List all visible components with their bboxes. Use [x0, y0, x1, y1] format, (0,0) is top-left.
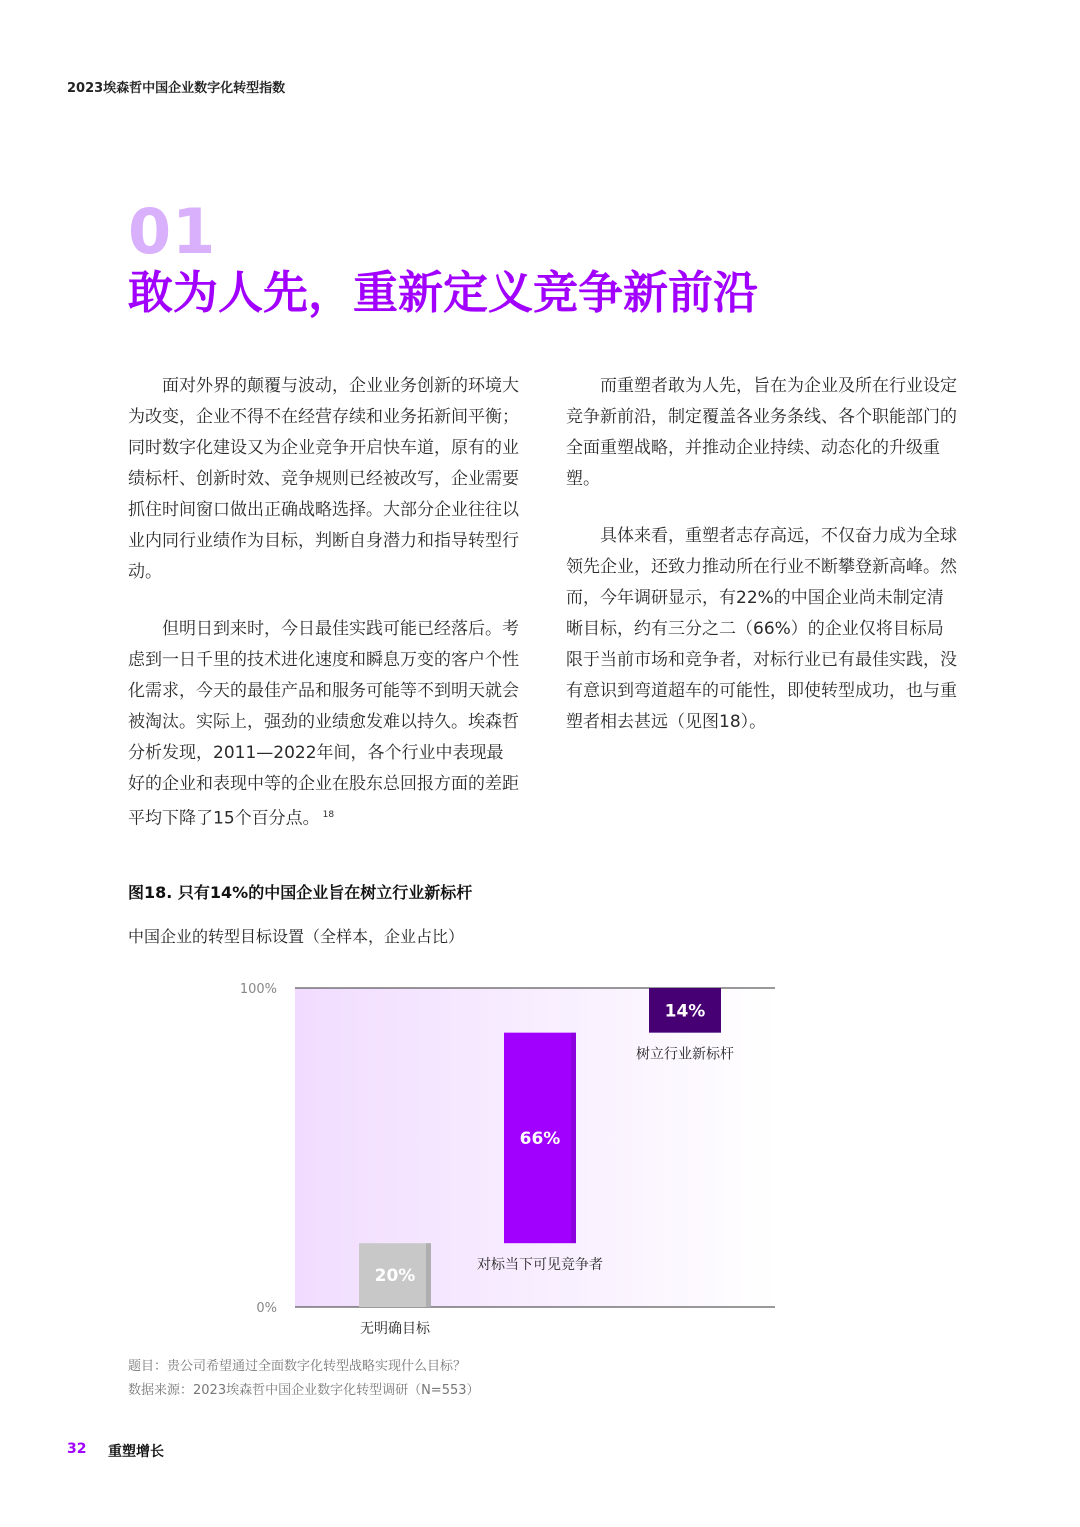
section-number: 01: [128, 195, 217, 268]
footnote-marker: 18: [322, 810, 335, 820]
report-header-title: 2023埃森哲中国企业数字化转型指数: [67, 81, 286, 96]
paragraph: 具体来看，重塑者志存高远，不仅奋力成为全球领先企业，还致力推动所在行业不断攀登新高峰。然而，今年调研显示，有22%的中国企业尚未制定清晰目标，约有三分之二（66%）的企业仅将目标局限于当前市场和竞争者，对标行业已有最佳实践，没有意识到弯道超车的可能性，即使转型成功，也与重塑者相去甚远（见图18）。: [566, 526, 957, 732]
y-tick-label: 100%: [239, 982, 277, 997]
waterfall-chart: [230, 975, 790, 1345]
paragraph: [128, 614, 520, 835]
paragraph-text: 但明日到来时，今日最佳实践可能已经落后。考虑到一日千里的技术进化速度和瞬息万变的客户个性化需求，今天的最佳产品和服务可能等不到明天就会被淘汰。实际上，强劲的业绩愈发难以持久。埃森哲分析发现，2011—2022年间，各个行业中表现最好的企业和表现中等的企业在股东总回报方面的差距平均下降了15个百分点。: [128, 619, 519, 829]
page-number: 32: [67, 1441, 87, 1457]
figure-subtitle: 中国企业的转型目标设置（全样本，企业占比）: [128, 927, 465, 946]
bar-value-label: 20%: [374, 1266, 416, 1287]
bar-value-label: 66%: [519, 1128, 561, 1149]
right-text-column: [566, 371, 958, 764]
category-label: 无明确目标: [360, 1321, 430, 1337]
category-label: 树立行业新标杆: [636, 1046, 734, 1063]
bar-value-label: 14%: [664, 1001, 706, 1022]
bar-shade: [426, 1243, 431, 1307]
footer-label: 重塑增长: [108, 1444, 164, 1460]
section-title: 敢为人先，重新定义竞争新前沿: [128, 266, 759, 319]
paragraph: 面对外界的颠覆与波动，企业业务创新的环境大为改变，企业不得不在经营存续和业务拓新间平衡；同时数字化建设又为企业竞争开启快车道，原有的业绩标杆、创新时效、竞争规则已经被改写，企业需要抓住时间窗口做出正确战略选择。大部分企业往往以业内同行业绩作为目标，判断自身潜力和指导转型行动。: [128, 376, 519, 582]
left-text-column: [128, 371, 520, 861]
figure-question-note: 题目：贵公司希望通过全面数字化转型战略实现什么目标？: [128, 1359, 467, 1374]
chart-canvas: [230, 975, 790, 1345]
category-label: 对标当下可见竞争者: [477, 1257, 603, 1274]
figure-title: 图18. 只有14%的中国企业旨在树立行业新标杆: [128, 883, 473, 902]
paragraph: 而重塑者敢为人先，旨在为企业及所在行业设定竞争新前沿，制定覆盖各业务条线、各个职能部门的全面重塑战略，并推动企业持续、动态化的升级重塑。: [566, 376, 957, 489]
bar-shade: [571, 1033, 576, 1244]
figure-source-note: 数据来源：2023埃森哲中国企业数字化转型调研（N=553）: [128, 1383, 480, 1398]
y-tick-label: 0%: [256, 1301, 277, 1316]
